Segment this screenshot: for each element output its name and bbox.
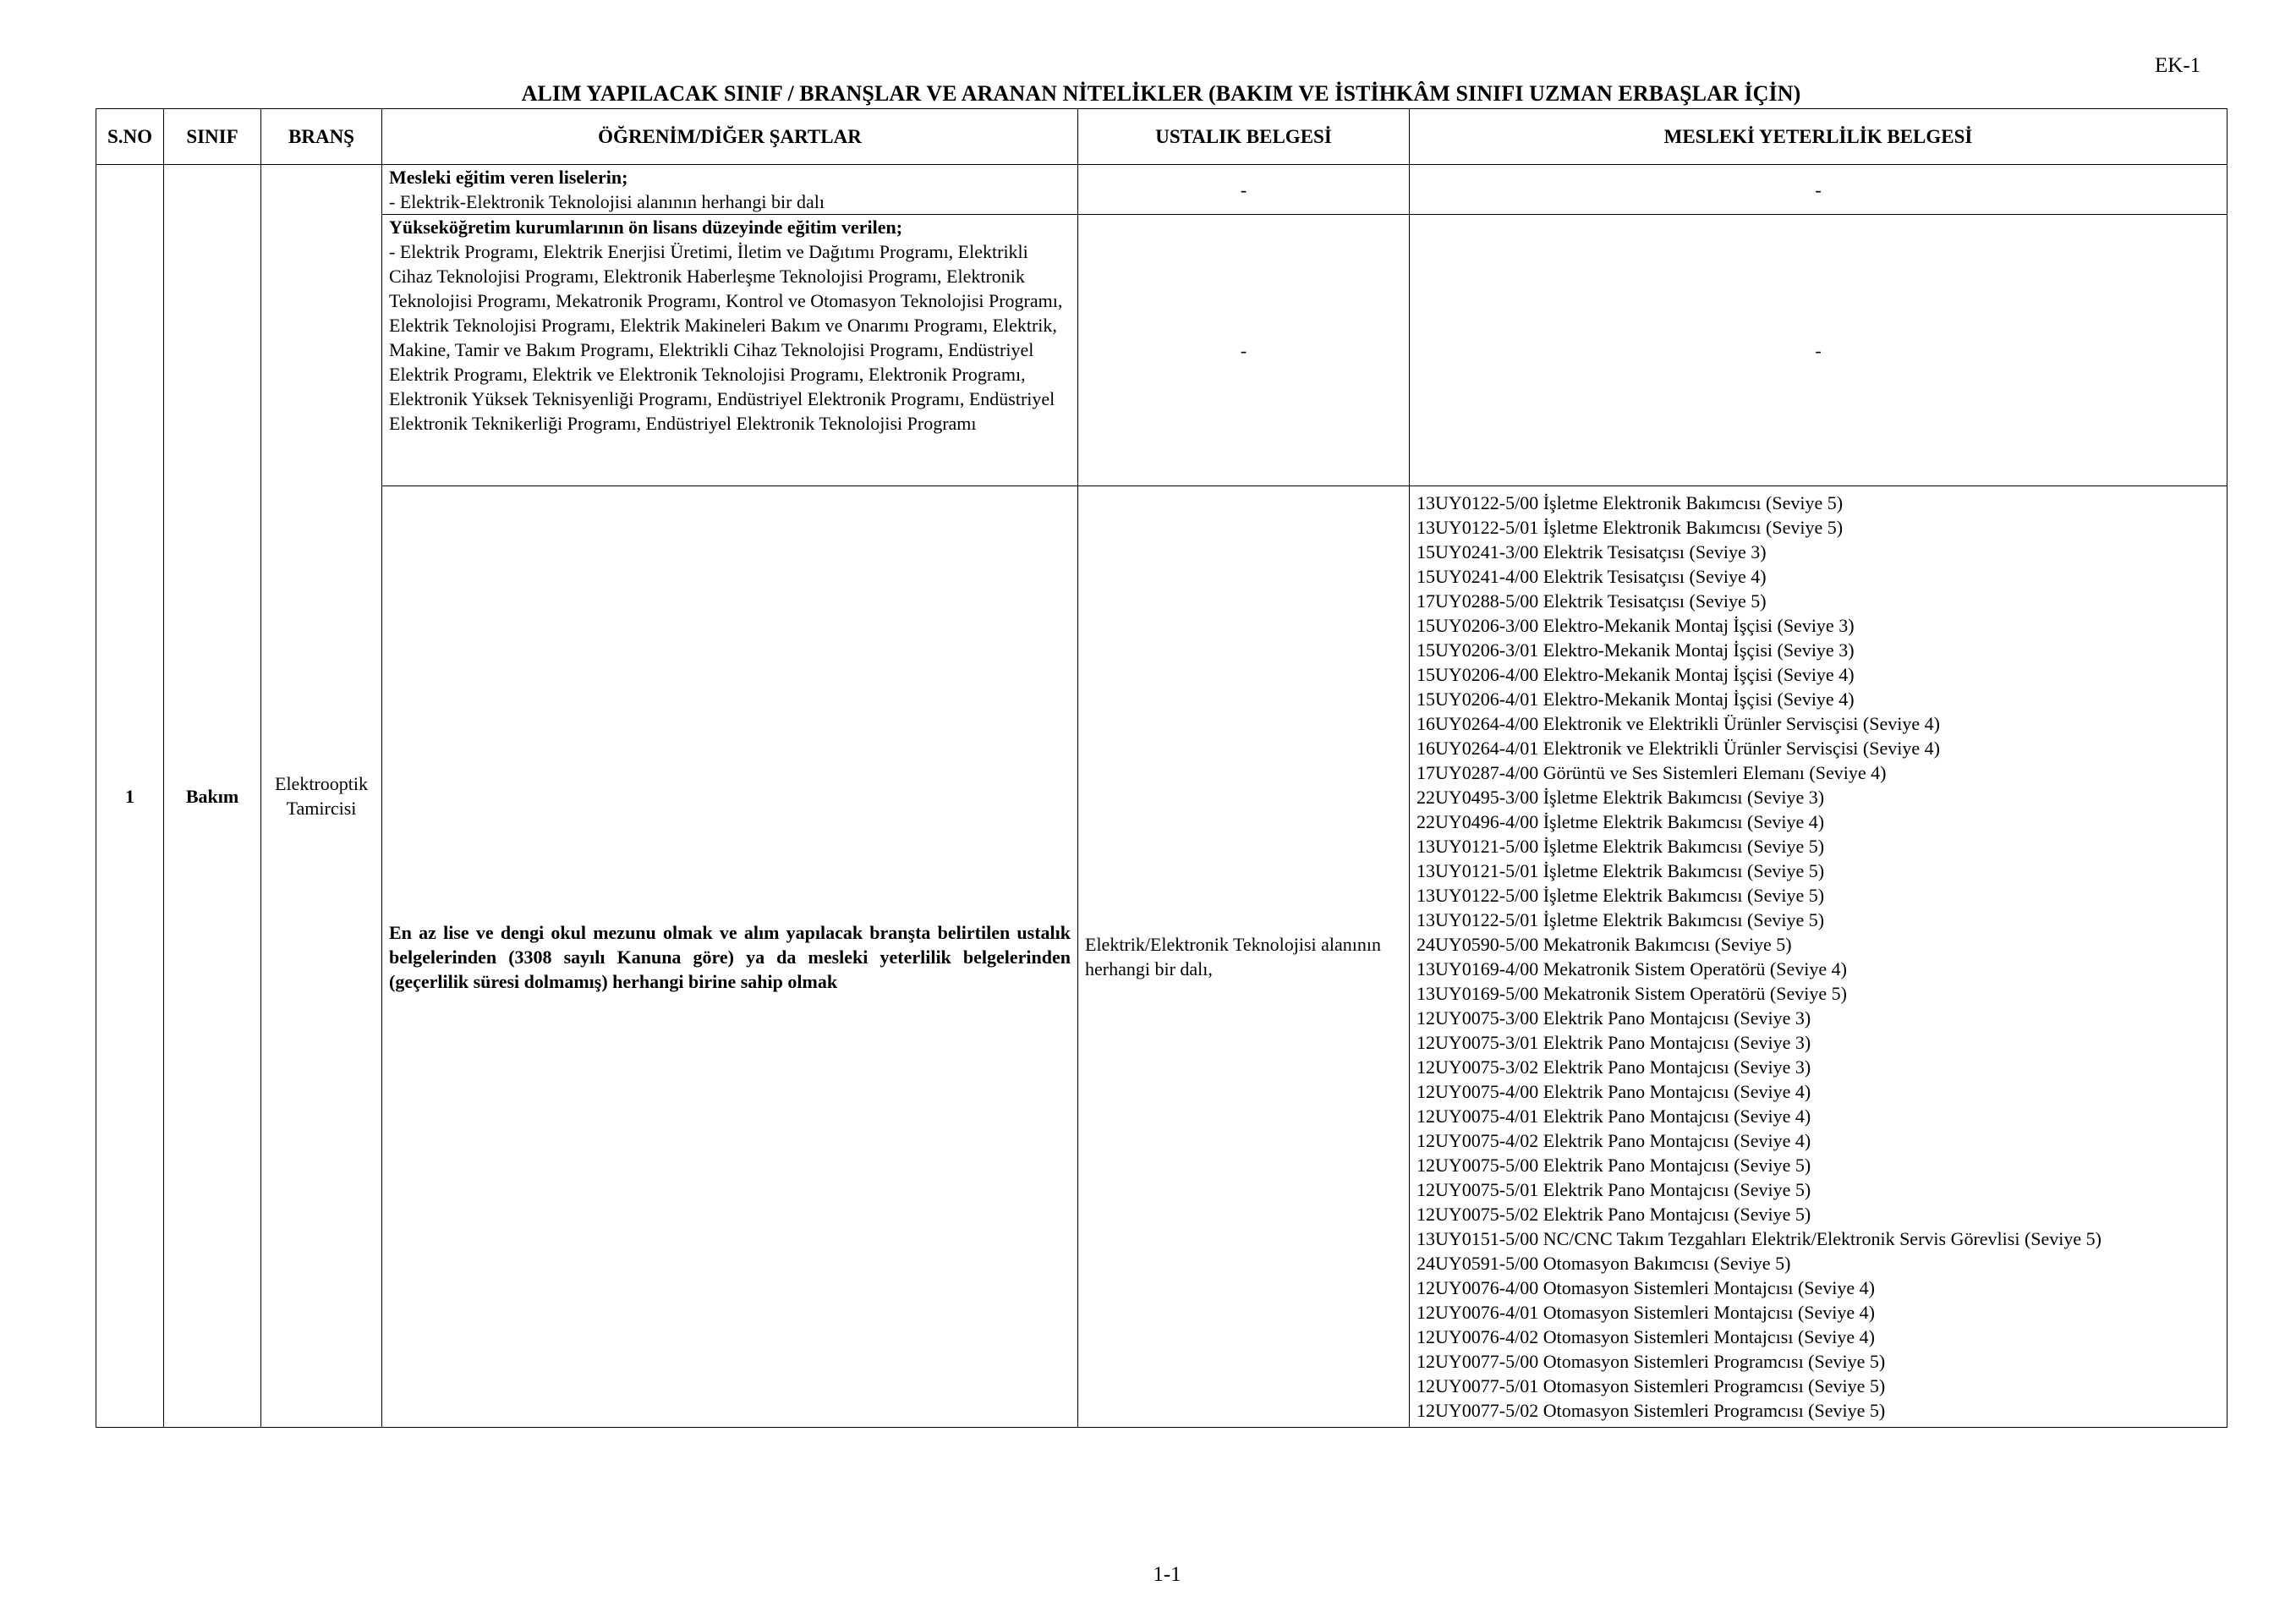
mesleki-cell: - — [1410, 165, 2228, 215]
certificate-item: 15UY0206-4/00 Elektro-Mekanik Montaj İşçisi (Seviye 4) — [1417, 664, 1855, 685]
certificate-item: 12UY0076-4/00 Otomasyon Sistemleri Montajcısı (Seviye 4) — [1417, 1277, 1875, 1298]
requirement-text: - Elektrik Programı, Elektrik Enerjisi Üretimi, İletim ve Dağıtımı Programı, Elektrikli Cihaz Teknolojisi Programı, Elektronik Haberleşme Teknolojisi Programı, Elektronik Teknolojisi Programı, Mekatronik Programı, Kontrol ve Otomasyon Teknolojisi Programı, Elektrik Teknolojisi Programı, Elektrik Makineleri Bakım ve Onarımı Programı, Elektrik, Makine, Tamir ve Bakım Programı, Elektrikli Cihaz Teknolojisi Programı, Endüstriyel Elektrik Programı, Elektrik ve Elektronik Teknolojisi Programı, Elektronik Programı, Elektronik Yüksek Teknisyenliği Programı, Endüstriyel Elektronik Programı, Endüstriyel Elektronik Teknikerliği Programı, Endüstriyel Elektronik Teknolojisi Programı — [389, 241, 1063, 434]
page-label: EK-1 — [2155, 54, 2201, 77]
certificate-item: 13UY0122-5/01 İşletme Elektronik Bakımcısı (Seviye 5) — [1417, 517, 1844, 538]
certificate-item: 24UY0590-5/00 Mekatronik Bakımcısı (Seviye 5) — [1417, 934, 1792, 955]
header-sno: S.NO — [96, 109, 164, 165]
certificate-item: 24UY0591-5/00 Otomasyon Bakımcısı (Seviye 5) — [1417, 1253, 1791, 1274]
header-mesleki: MESLEKİ YETERLİLİK BELGESİ — [1410, 109, 2228, 165]
certificate-item: 15UY0206-3/01 Elektro-Mekanik Montaj İşçisi (Seviye 3) — [1417, 639, 1855, 661]
certificate-item: 12UY0075-5/02 Elektrik Pano Montajcısı (Seviye 5) — [1417, 1204, 1811, 1225]
certificate-item: 17UY0288-5/00 Elektrik Tesisatçısı (Seviye 5) — [1417, 590, 1767, 612]
certificate-item: 12UY0075-3/01 Elektrik Pano Montajcısı (Seviye 3) — [1417, 1032, 1811, 1053]
requirement-text: - Elektrik-Elektronik Teknolojisi alanının herhangi bir dalı — [389, 191, 825, 212]
mesleki-cell: - — [1410, 215, 2228, 486]
certificate-item: 15UY0241-3/00 Elektrik Tesisatçısı (Seviye 3) — [1417, 541, 1767, 562]
header-ustalik: USTALIK BELGESİ — [1078, 109, 1410, 165]
certificate-item: 12UY0077-5/01 Otomasyon Sistemleri Programcısı (Seviye 5) — [1417, 1375, 1886, 1396]
row-sinif: Bakım — [164, 165, 261, 1428]
certificate-item: 13UY0121-5/01 İşletme Elektrik Bakımcısı (Seviye 5) — [1417, 860, 1825, 881]
certificate-item: 13UY0122-5/01 İşletme Elektrik Bakımcısı (Seviye 5) — [1417, 909, 1825, 930]
certificate-item: 13UY0121-5/00 İşletme Elektrik Bakımcısı (Seviye 5) — [1417, 836, 1825, 857]
certificate-item: 12UY0076-4/02 Otomasyon Sistemleri Montajcısı (Seviye 4) — [1417, 1326, 1875, 1347]
certificate-item: 13UY0169-5/00 Mekatronik Sistem Operatörü (Seviye 5) — [1417, 983, 1847, 1004]
certificate-item: 12UY0075-3/02 Elektrik Pano Montajcısı (Seviye 3) — [1417, 1056, 1811, 1078]
table-row — [96, 165, 2228, 215]
ustalik-cell: - — [1078, 165, 1410, 215]
certificate-item: 16UY0264-4/00 Elektronik ve Elektrikli Ürünler Servisçisi (Seviye 4) — [1417, 713, 1940, 734]
header-ogrenim: ÖĞRENİM/DİĞER ŞARTLAR — [382, 109, 1078, 165]
certificate-item: 13UY0122-5/00 İşletme Elektronik Bakımcısı (Seviye 5) — [1417, 492, 1844, 513]
row-brans — [261, 165, 382, 1428]
certificate-item: 12UY0075-3/00 Elektrik Pano Montajcısı (Seviye 3) — [1417, 1007, 1811, 1029]
requirement-heading: Mesleki eğitim veren liselerin; — [389, 167, 628, 188]
certificate-item: 12UY0075-5/01 Elektrik Pano Montajcısı (Seviye 5) — [1417, 1179, 1811, 1200]
table-row — [96, 486, 2228, 1428]
row-sno: 1 — [96, 165, 164, 1428]
certificate-item: 13UY0169-4/00 Mekatronik Sistem Operatörü (Seviye 4) — [1417, 958, 1847, 979]
table-header-row — [96, 109, 2228, 165]
requirement-cell — [382, 486, 1078, 1428]
certificate-item: 15UY0206-3/00 Elektro-Mekanik Montaj İşçisi (Seviye 3) — [1417, 615, 1855, 636]
brans-line-2: Tamircisi — [286, 798, 357, 819]
certificate-item: 13UY0122-5/00 İşletme Elektrik Bakımcısı (Seviye 5) — [1417, 885, 1825, 906]
certificate-item: 12UY0075-4/00 Elektrik Pano Montajcısı (Seviye 4) — [1417, 1081, 1811, 1102]
requirements-table — [96, 108, 2228, 1428]
certificate-item: 12UY0077-5/02 Otomasyon Sistemleri Programcısı (Seviye 5) — [1417, 1400, 1886, 1421]
certificate-list — [1410, 486, 2228, 1428]
certificate-item: 12UY0076-4/01 Otomasyon Sistemleri Montajcısı (Seviye 4) — [1417, 1302, 1875, 1323]
brans-line-1: Elektrooptik — [275, 773, 368, 794]
certificate-item: 12UY0077-5/00 Otomasyon Sistemleri Programcısı (Seviye 5) — [1417, 1351, 1886, 1372]
certificate-item: 17UY0287-4/00 Görüntü ve Ses Sistemleri Elemanı (Seviye 4) — [1417, 762, 1887, 783]
table-row — [96, 215, 2228, 486]
requirement-cell — [382, 165, 1078, 215]
certificate-item: 22UY0495-3/00 İşletme Elektrik Bakımcısı (Seviye 3) — [1417, 787, 1825, 808]
certificate-item: 12UY0075-5/00 Elektrik Pano Montajcısı (Seviye 5) — [1417, 1155, 1811, 1176]
certificate-item: 13UY0151-5/00 NC/CNC Takım Tezgahları Elektrik/Elektronik Servis Görevlisi (Seviye 5) — [1417, 1228, 2101, 1249]
page-number: 1-1 — [1153, 1563, 1181, 1586]
header-brans: BRANŞ — [261, 109, 382, 165]
requirement-heading: En az lise ve dengi okul mezunu olmak ve alım yapılacak branşta belirtilen ustalık belgelerinden (3308 sayılı Kanuna göre) ya da mesleki yeterlilik belgelerinden (geçerlilik süresi dolmamış) herhangi birine sahip olmak — [389, 921, 1071, 992]
requirement-heading: Yükseköğretim kurumlarının ön lisans düzeyinde eğitim verilen; — [389, 217, 903, 238]
certificate-item: 12UY0075-4/02 Elektrik Pano Montajcısı (Seviye 4) — [1417, 1130, 1811, 1151]
certificate-item: 15UY0206-4/01 Elektro-Mekanik Montaj İşçisi (Seviye 4) — [1417, 689, 1855, 710]
certificate-item: 12UY0075-4/01 Elektrik Pano Montajcısı (Seviye 4) — [1417, 1106, 1811, 1127]
ustalik-cell: Elektrik/Elektronik Teknolojisi alanının herhangi bir dalı, — [1078, 486, 1410, 1428]
requirement-cell — [382, 215, 1078, 486]
ustalik-cell: - — [1078, 215, 1410, 486]
certificate-item: 22UY0496-4/00 İşletme Elektrik Bakımcısı (Seviye 4) — [1417, 811, 1825, 832]
header-sinif: SINIF — [164, 109, 261, 165]
document-title: ALIM YAPILACAK SINIF / BRANŞLAR VE ARANAN NİTELİKLER (BAKIM VE İSTİHKÂM SINIFI UZMAN ERBAŞLAR İÇİN) — [521, 81, 1801, 106]
certificate-item: 15UY0241-4/00 Elektrik Tesisatçısı (Seviye 4) — [1417, 566, 1767, 587]
certificate-item: 16UY0264-4/01 Elektronik ve Elektrikli Ürünler Servisçisi (Seviye 4) — [1417, 738, 1940, 759]
